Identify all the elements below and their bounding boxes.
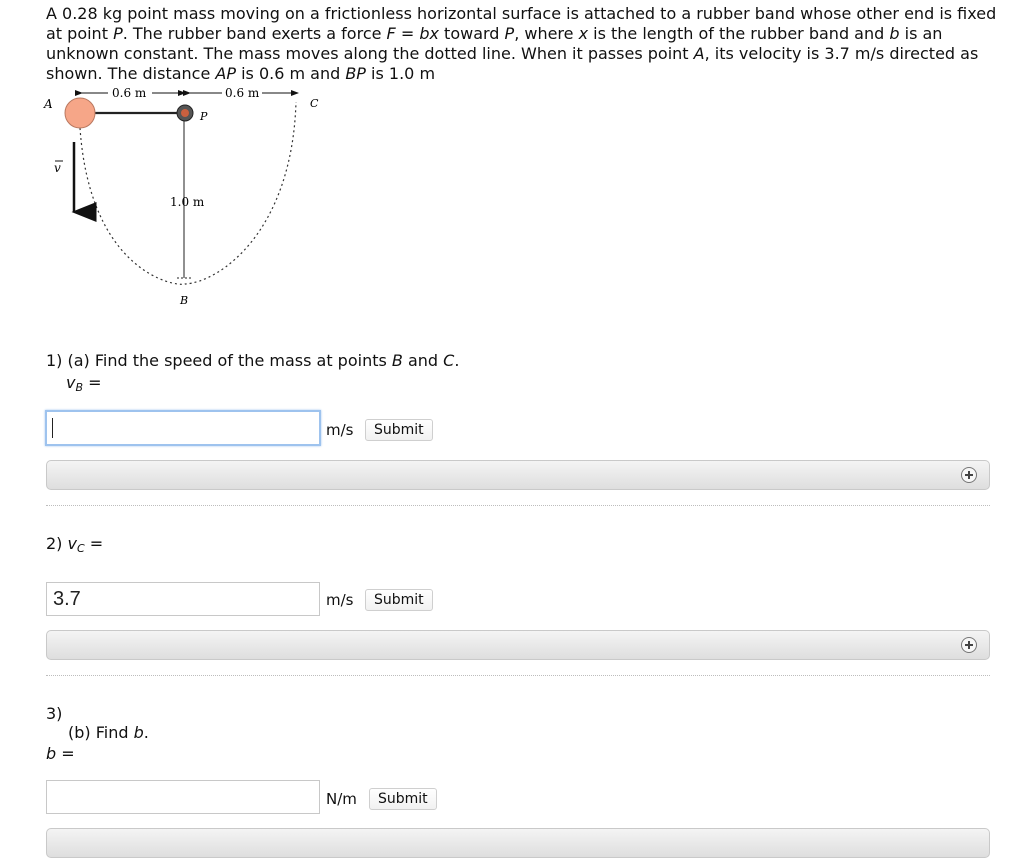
problem-statement: A 0.28 kg point mass moving on a frictionless horizontal surface is attached to a rubber band whose other end is fixed at point P. The rubber band exerts a force F = bx toward P, where x is the length of the rubber band and b is an unknown constant. The mass moves along the dotted line. When it passes point A, its velocity is 3.7 m/s directed as shown. The distance AP is 0.6 m and BP is 1.0 m [46,4,997,83]
q3-variable-label: b = [46,744,75,763]
label-p: P [200,110,208,123]
expand-plus-icon[interactable] [961,637,977,653]
q3-prompt: (b) Find b. [68,723,149,742]
expand-plus-icon[interactable] [961,467,977,483]
label-a: A [44,97,53,111]
label-b: B [180,294,189,307]
section-divider [46,675,990,676]
dim-vertical-label: 1.0 m [170,195,205,209]
q1-unit: m/s [326,421,354,439]
vc-answer-input[interactable] [46,582,320,616]
velocity-label: v [54,161,61,175]
b-answer-input[interactable] [46,780,320,814]
q2-submit-button[interactable]: Submit [365,589,433,611]
dim-right-label: 0.6 m [225,86,260,100]
q3-hint-toggle[interactable] [46,828,990,858]
fixed-point-p-center [181,109,189,117]
dimension-ap [82,86,185,100]
problem-figure [30,82,330,312]
label-c: C [310,97,319,110]
q2-unit: m/s [326,591,354,609]
q3-number: 3) [46,704,63,723]
q1-hint-toggle[interactable] [46,460,990,490]
vb-answer-input[interactable] [45,410,321,446]
point-mass [65,98,95,128]
q3-unit: N/m [326,790,357,808]
q1-variable-label: $v_B$ = [66,373,102,394]
text-caret [52,418,53,438]
q2-hint-toggle[interactable] [46,630,990,660]
dimension-pc [190,86,298,100]
section-divider [46,505,990,506]
trajectory-path [80,102,296,284]
q1-submit-button[interactable]: Submit [365,419,433,441]
q3-submit-button[interactable]: Submit [369,788,437,810]
q1-prompt: 1) (a) Find the speed of the mass at points B and C. [46,351,460,370]
dim-left-label: 0.6 m [112,86,147,100]
diagram-svg [30,82,330,312]
q2-variable-label: 2) $v_C$ = [46,534,104,555]
